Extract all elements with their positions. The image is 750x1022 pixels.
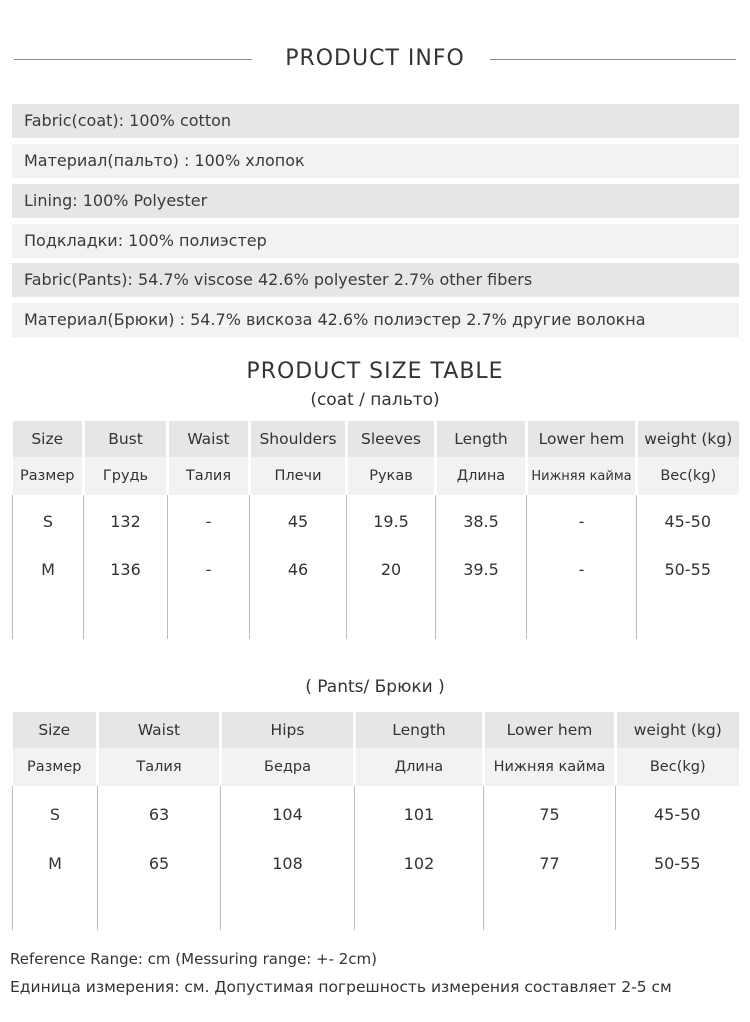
coat-header-waist-ru: Талия	[168, 457, 250, 495]
coat-cell-empty	[637, 591, 739, 639]
coat-cell: -	[527, 495, 637, 547]
pants-cell-empty	[98, 884, 221, 930]
coat-cell: -	[168, 495, 250, 547]
pants-cell: 50-55	[616, 842, 739, 884]
coat-cell: 19.5	[347, 495, 436, 547]
coat-cell-empty	[13, 591, 84, 639]
pants-cell: 101	[355, 786, 484, 842]
pants-cell: 65	[98, 842, 221, 884]
info-row-fabric-coat: Fabric(coat): 100% cotton	[12, 104, 739, 138]
coat-header-shoulders: Shoulders	[250, 421, 347, 457]
coat-cell: S	[13, 495, 84, 547]
coat-table-subtitle: (coat / пальто)	[310, 390, 440, 410]
coat-cell: 46	[250, 547, 347, 591]
pants-cell: 45-50	[616, 786, 739, 842]
coat-cell-empty	[436, 591, 527, 639]
page-title: PRODUCT INFO	[285, 46, 465, 71]
measurement-note-ru: Единица измерения: см. Допустимая погрешность измерения составляет 2-5 см	[10, 978, 672, 996]
pants-cell-empty	[221, 884, 355, 930]
pants-cell: 63	[98, 786, 221, 842]
coat-header-shoulders-ru: Плечи	[250, 457, 347, 495]
coat-header-row-en	[13, 421, 739, 457]
coat-cell: 20	[347, 547, 436, 591]
coat-cell: 132	[84, 495, 168, 547]
info-row-fabric-pants: Fabric(Pants): 54.7% viscose 42.6% polyester 2.7% other fibers	[12, 263, 739, 297]
reference-range-note: Reference Range: cm (Messuring range: +- 2cm)	[10, 950, 378, 968]
coat-header-length-ru: Длина	[436, 457, 527, 495]
pants-header-lower-hem-ru: Нижняя кайма	[484, 748, 616, 786]
table-row	[13, 786, 739, 842]
coat-header-weight: weight (kg)	[637, 421, 739, 457]
header-divider-right	[490, 59, 736, 60]
coat-cell-empty	[250, 591, 347, 639]
table-row	[13, 547, 739, 591]
pants-header-length: Length	[355, 712, 484, 748]
info-row-fabric-pants-ru: Материал(Брюки) : 54.7% вискоза 42.6% полиэстер 2.7% другие волокна	[12, 303, 739, 337]
coat-cell: -	[527, 547, 637, 591]
coat-cell: -	[168, 547, 250, 591]
coat-header-row-ru	[13, 457, 739, 495]
coat-cell: 50-55	[637, 547, 739, 591]
pants-cell-empty	[13, 884, 98, 930]
pants-table-subtitle: ( Pants/ Брюки )	[305, 677, 445, 697]
table-row	[13, 842, 739, 884]
coat-cell: 45-50	[637, 495, 739, 547]
pants-cell-empty	[484, 884, 616, 930]
coat-header-bust-ru: Грудь	[84, 457, 168, 495]
size-table-title: PRODUCT SIZE TABLE	[246, 359, 504, 384]
pants-header-row-ru	[13, 748, 739, 786]
coat-header-bust: Bust	[84, 421, 168, 457]
pants-header-hips-ru: Бедра	[221, 748, 355, 786]
pants-header-length-ru: Длина	[355, 748, 484, 786]
pants-header-size-ru: Размер	[13, 748, 98, 786]
coat-header-lower-hem: Lower hem	[527, 421, 637, 457]
pants-size-table	[12, 712, 739, 930]
pants-cell: 102	[355, 842, 484, 884]
pants-header-row-en	[13, 712, 739, 748]
coat-cell-empty	[347, 591, 436, 639]
info-row-lining-ru: Подкладки: 100% полиэстер	[12, 224, 739, 258]
coat-header-weight-ru: Вес(kg)	[637, 457, 739, 495]
coat-header-waist: Waist	[168, 421, 250, 457]
pants-header-waist-ru: Талия	[98, 748, 221, 786]
coat-header-sleeves: Sleeves	[347, 421, 436, 457]
coat-header-lower-hem-ru: Нижняя кайма	[527, 457, 637, 495]
coat-cell: 136	[84, 547, 168, 591]
pants-header-lower-hem: Lower hem	[484, 712, 616, 748]
table-row-empty	[13, 591, 739, 639]
coat-cell: 38.5	[436, 495, 527, 547]
pants-header-weight-ru: Вес(kg)	[616, 748, 739, 786]
pants-cell: 77	[484, 842, 616, 884]
pants-header-weight: weight (kg)	[616, 712, 739, 748]
table-row	[13, 495, 739, 547]
info-row-fabric-coat-ru: Материал(пальто) : 100% хлопок	[12, 144, 739, 178]
coat-cell: 39.5	[436, 547, 527, 591]
table-row-empty	[13, 884, 739, 930]
pants-cell: M	[13, 842, 98, 884]
coat-cell: M	[13, 547, 84, 591]
pants-cell-empty	[355, 884, 484, 930]
pants-cell: 108	[221, 842, 355, 884]
coat-header-size: Size	[13, 421, 84, 457]
coat-header-size-ru: Размер	[13, 457, 84, 495]
coat-cell-empty	[168, 591, 250, 639]
pants-cell: 75	[484, 786, 616, 842]
product-info-header	[0, 46, 750, 76]
pants-header-hips: Hips	[221, 712, 355, 748]
pants-header-waist: Waist	[98, 712, 221, 748]
coat-header-length: Length	[436, 421, 527, 457]
pants-header-size: Size	[13, 712, 98, 748]
coat-size-table	[12, 421, 739, 639]
coat-cell: 45	[250, 495, 347, 547]
pants-cell: 104	[221, 786, 355, 842]
coat-cell-empty	[84, 591, 168, 639]
coat-header-sleeves-ru: Рукав	[347, 457, 436, 495]
info-row-lining: Lining: 100% Polyester	[12, 184, 739, 218]
pants-cell: S	[13, 786, 98, 842]
coat-cell-empty	[527, 591, 637, 639]
pants-cell-empty	[616, 884, 739, 930]
